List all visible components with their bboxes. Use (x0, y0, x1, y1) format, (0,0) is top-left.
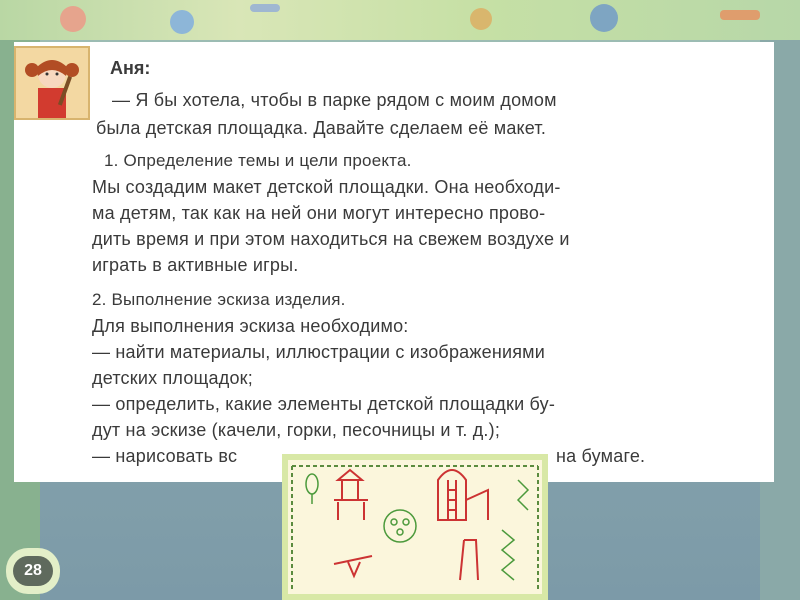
section-1-line: дить время и при этом находиться на свежем воздухе и (92, 229, 570, 249)
section-1-line: играть в активные игры. (92, 255, 299, 275)
speaker-name: Аня: (110, 58, 151, 78)
decorative-top-strip (0, 0, 800, 40)
section-1-line: ма детям, так как на ней они могут интересно прово- (92, 203, 546, 223)
page-number: 28 (13, 556, 53, 586)
girl-avatar-icon (14, 46, 90, 120)
section-2-line: дут на эскизе (качели, горки, песочницы и т. д.); (92, 420, 501, 440)
section-2-line: — найти материалы, иллюстрации с изображениями (92, 342, 545, 362)
section-1-title: 1. Определение темы и цели проекта. (104, 151, 412, 170)
section-2-line: — определить, какие элементы детской площадки бу- (92, 394, 556, 414)
section-2-title: 2. Выполнение эскиза изделия. (92, 290, 346, 309)
intro-line: — Я бы хотела, чтобы в парке рядом с моим домом (112, 90, 557, 110)
playground-sketch-illustration (282, 454, 548, 600)
intro-line: была детская площадка. Давайте сделаем её макет. (96, 118, 547, 138)
section-2-last-end: на бумаге. (556, 446, 646, 466)
section-2-line: детских площадок; (92, 368, 253, 388)
page-number-badge (6, 548, 60, 594)
section-2-last-start: — нарисовать вс (92, 446, 238, 466)
section-1-line: Мы создадим макет детской площадки. Она необходи- (92, 177, 561, 197)
section-2-line: Для выполнения эскиза необходимо: (92, 316, 409, 336)
